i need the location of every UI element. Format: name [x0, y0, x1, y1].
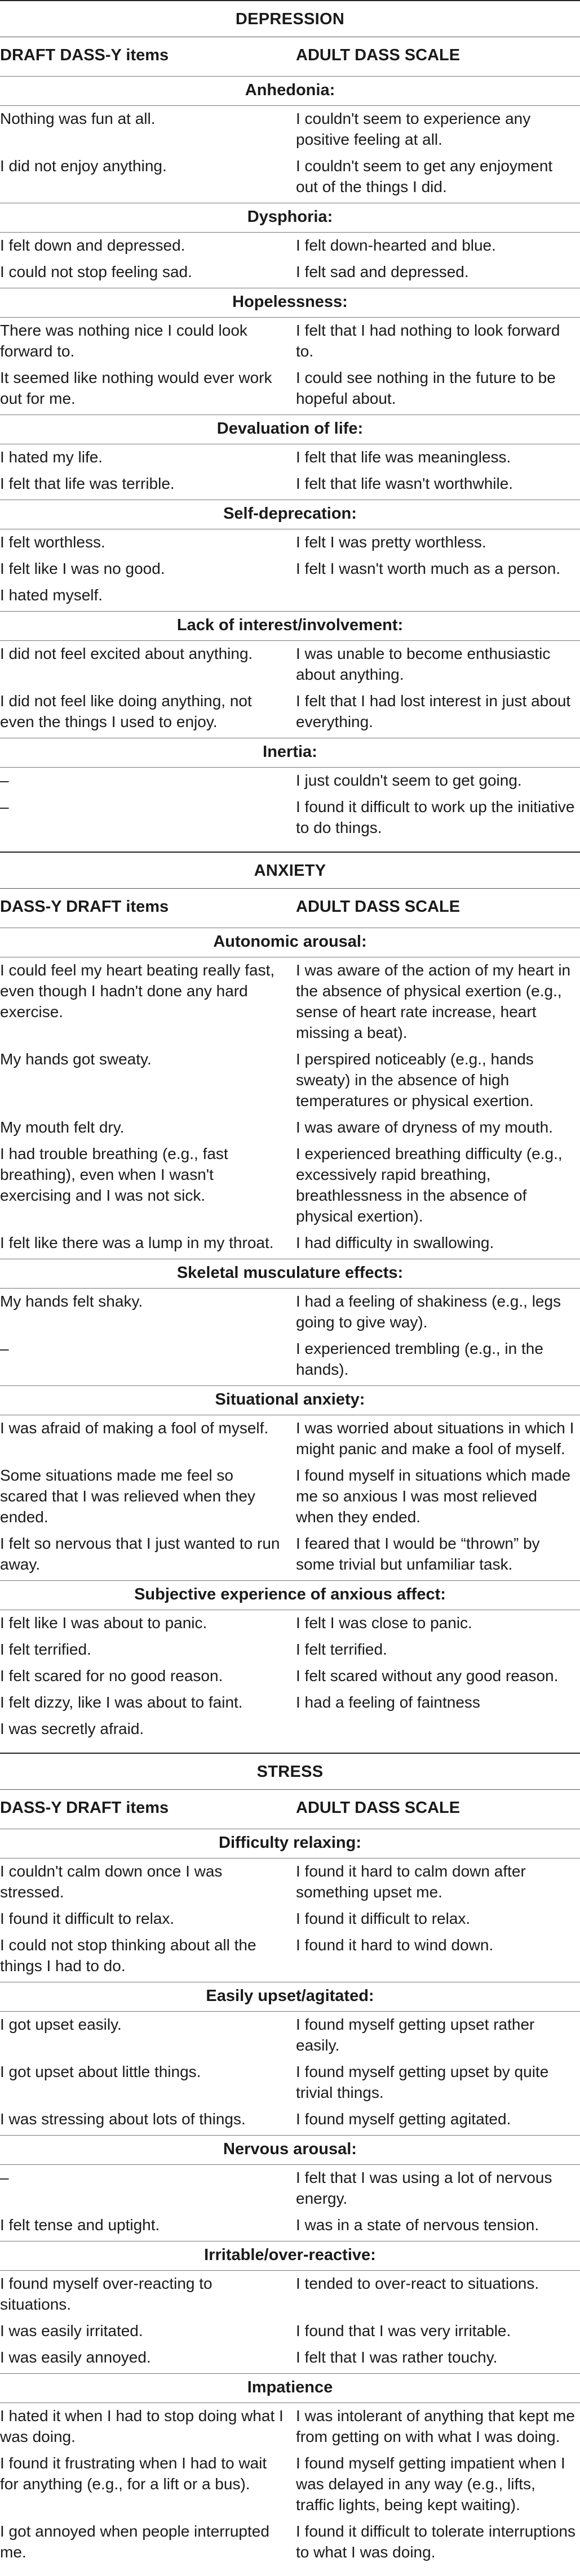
- category-heading: Anhedonia:: [245, 81, 335, 99]
- section-title: STRESS: [256, 1763, 324, 1781]
- draft-item: I did not feel like doing anything, not even the things I used to enjoy.: [0, 692, 252, 730]
- category-heading: Difficulty relaxing:: [219, 1834, 361, 1852]
- adult-item: I had a feeling of shakiness (e.g., legs going to give way).: [296, 1293, 561, 1331]
- draft-item: I was afraid of making a fool of myself.: [0, 1419, 269, 1437]
- draft-item: I felt dizzy, like I was about to faint.: [0, 1693, 243, 1711]
- draft-item: I did not enjoy anything.: [0, 157, 167, 175]
- item-row: [0, 2271, 580, 2318]
- draft-item: It seemed like nothing would ever work out for me.: [0, 369, 272, 407]
- category-heading: Nervous arousal:: [223, 2140, 357, 2158]
- draft-item: I hated myself.: [0, 586, 103, 604]
- item-row: [0, 688, 580, 736]
- adult-item: I was unable to become enthusiastic about anything.: [296, 645, 551, 683]
- item-row: [0, 641, 580, 688]
- draft-item: I felt down and depressed.: [0, 237, 185, 254]
- item-row: [0, 2059, 580, 2106]
- adult-item: I found it difficult to tolerate interruptions to what I was doing.: [296, 2522, 575, 2561]
- item-row: [0, 1046, 580, 1115]
- adult-item: I felt that life wasn't worthwhile.: [296, 475, 513, 492]
- draft-item: I felt like there was a lump in my throat.: [0, 1234, 274, 1251]
- adult-item: I felt scared without any good reason.: [296, 1667, 559, 1684]
- draft-item: I hated my life.: [0, 448, 103, 466]
- draft-item: –: [0, 772, 9, 789]
- item-row: [0, 582, 580, 609]
- adult-item: I was aware of dryness of my mouth.: [296, 1118, 553, 1136]
- adult-item: I felt that I was rather touchy.: [296, 2348, 498, 2366]
- draft-item: I found it difficult to relax.: [0, 1910, 175, 1927]
- item-row: [0, 233, 580, 259]
- adult-item: I felt sad and depressed.: [296, 263, 469, 280]
- adult-item: I felt down-hearted and blue.: [296, 237, 496, 254]
- item-row: [0, 1716, 580, 1742]
- section-title: ANXIETY: [254, 862, 326, 880]
- category-heading: Autonomic arousal:: [213, 933, 367, 951]
- column-header-row: [0, 889, 580, 925]
- item-row: [0, 2165, 580, 2212]
- category-heading: Hopelessness:: [232, 293, 348, 311]
- draft-item: Some situations made me feel so scared that I was relieved when they ended.: [0, 1467, 255, 1526]
- adult-item: I found myself getting upset rather easily.: [296, 2016, 535, 2054]
- section-title: DEPRESSION: [235, 10, 345, 28]
- right-column-header: ADULT DASS SCALE: [296, 46, 461, 64]
- adult-item: I couldn't seem to get any enjoyment out of the things I did.: [296, 157, 553, 195]
- adult-item: I felt that life was meaningless.: [296, 448, 511, 466]
- adult-item: I was worried about situations in which I might panic and make a fool of myself.: [296, 1419, 574, 1458]
- draft-item: I found myself over-reacting to situations.: [0, 2275, 212, 2313]
- adult-item: I felt that I had lost interest in just about everything.: [296, 692, 571, 730]
- draft-item: I was stressing about lots of things.: [0, 2110, 246, 2128]
- item-row: [0, 1230, 580, 1256]
- draft-item: I found it frustrating when I had to wait for anything (e.g., for a lift or a bus).: [0, 2454, 267, 2493]
- draft-item: I felt like I was no good.: [0, 560, 165, 577]
- draft-item: I felt so nervous that I just wanted to run away.: [0, 1535, 280, 1573]
- item-row: [0, 2106, 580, 2133]
- draft-item: My hands got sweaty.: [0, 1050, 152, 1068]
- category-heading: Situational anxiety:: [215, 1390, 365, 1409]
- adult-item: I felt that I had nothing to look forward to.: [296, 322, 560, 360]
- adult-item: [296, 585, 580, 605]
- draft-item: I got upset easily.: [0, 2016, 122, 2033]
- adult-item: I tended to over-react to situations.: [296, 2275, 539, 2292]
- draft-item: I could not stop feeling sad.: [0, 263, 192, 280]
- draft-item: –: [0, 1340, 9, 1357]
- adult-item: I found myself getting impatient when I was delayed in any way (e.g., lifts, traffic lights, being kept waiting).: [296, 2454, 565, 2513]
- category-heading: Dysphoria:: [247, 208, 333, 226]
- adult-item: I was aware of the action of my heart in the absence of physical exertion (e.g., sense of heart rate increase, heart missing a beat).: [296, 961, 571, 1041]
- item-row: [0, 1932, 580, 1980]
- item-row: [0, 365, 580, 412]
- item-row: [0, 2519, 580, 2566]
- draft-item: My hands felt shaky.: [0, 1293, 143, 1310]
- category-heading: Devaluation of life:: [216, 420, 364, 438]
- adult-item: I found myself in situations which made me so anxious I was most relieved when they ended.: [296, 1467, 571, 1526]
- adult-item: I feared that I would be “thrown” by some trivial but unfamiliar task.: [296, 1535, 540, 1573]
- draft-item: –: [0, 2169, 9, 2186]
- item-row: [0, 529, 580, 556]
- draft-item: –: [0, 798, 9, 815]
- category-heading: Inertia:: [263, 743, 317, 761]
- item-row: [0, 957, 580, 1046]
- draft-item: Nothing was fun at all.: [0, 110, 156, 127]
- draft-item: I was easily irritated.: [0, 2322, 143, 2339]
- item-row: [0, 106, 580, 153]
- adult-item: I found it hard to wind down.: [296, 1936, 494, 1954]
- item-row: [0, 1463, 580, 1531]
- draft-item: I was easily annoyed.: [0, 2348, 151, 2366]
- draft-item: I felt tense and uptight.: [0, 2216, 160, 2234]
- item-row: [0, 1906, 580, 1932]
- right-column-header: ADULT DASS SCALE: [296, 1799, 461, 1817]
- draft-item: I got upset about little things.: [0, 2063, 201, 2080]
- adult-item: [296, 1718, 580, 1739]
- item-row: [0, 1663, 580, 1690]
- draft-item: I got annoyed when people interrupted me.: [0, 2522, 269, 2561]
- category-heading: Irritable/over-reactive:: [204, 2246, 376, 2264]
- item-row: [0, 2012, 580, 2059]
- adult-item: I felt I wasn't worth much as a person.: [296, 560, 561, 577]
- item-row: [0, 2212, 580, 2239]
- draft-item: I felt terrified.: [0, 1641, 91, 1658]
- adult-item: I experienced breathing difficulty (e.g., excessively rapid breathing, breathlessness in the absence of physical exertion).: [296, 1145, 563, 1225]
- item-row: [0, 1289, 580, 1336]
- adult-item: I couldn't seem to experience any positive feeling at all.: [296, 110, 531, 148]
- item-row: [0, 318, 580, 365]
- draft-item: I hated it when I had to stop doing what I was doing.: [0, 2407, 284, 2445]
- category-heading: Lack of interest/involvement:: [176, 616, 404, 634]
- draft-item: I had trouble breathing (e.g., fast breathing), even when I wasn't exercising and I was not sick.: [0, 1145, 228, 1204]
- item-row: [0, 1610, 580, 1637]
- item-row: [0, 2403, 580, 2450]
- adult-item: I felt I was pretty worthless.: [296, 533, 486, 551]
- left-column-header: DASS-Y DRAFT items: [0, 898, 169, 916]
- column-header-row: [0, 37, 580, 74]
- adult-item: I found it difficult to work up the initiative to do things.: [296, 798, 575, 836]
- adult-item: I found that I was very irritable.: [296, 2322, 511, 2339]
- adult-item: I found it difficult to relax.: [296, 1910, 471, 1927]
- draft-item: I felt worthless.: [0, 533, 105, 551]
- item-row: [0, 556, 580, 582]
- category-heading: Impatience: [247, 2378, 333, 2396]
- item-row: [0, 153, 580, 200]
- category-heading: Easily upset/agitated:: [206, 1987, 374, 2005]
- draft-item: I did not feel excited about anything.: [0, 645, 253, 662]
- category-heading: Subjective experience of anxious affect:: [134, 1585, 446, 1603]
- draft-item: I felt that life was terrible.: [0, 475, 175, 492]
- section-depression: [0, 0, 580, 841]
- item-row: [0, 1531, 580, 1578]
- draft-item: I felt like I was about to panic.: [0, 1614, 207, 1632]
- item-row: [0, 2318, 580, 2345]
- adult-item: I felt that I was using a lot of nervous energy.: [296, 2169, 552, 2207]
- item-row: [0, 1690, 580, 1716]
- draft-item: I felt scared for no good reason.: [0, 1667, 223, 1684]
- adult-item: I just couldn't seem to get going.: [296, 772, 522, 789]
- adult-item: I found myself getting agitated.: [296, 2110, 511, 2128]
- draft-item: I couldn't calm down once I was stressed.: [0, 1862, 223, 1901]
- adult-item: I experienced trembling (e.g., in the hands).: [296, 1340, 543, 1378]
- left-column-header: DRAFT DASS-Y items: [0, 46, 169, 64]
- adult-item: I perspired noticeably (e.g., hands sweaty) in the absence of high temperatures or physical exertion.: [296, 1050, 534, 1109]
- category-heading: Skeletal musculature effects:: [176, 1264, 404, 1282]
- item-row: [0, 1115, 580, 1141]
- item-row: [0, 1859, 580, 1906]
- item-row: [0, 794, 580, 841]
- draft-item: I could not stop thinking about all the things I had to do.: [0, 1936, 256, 1975]
- adult-item: I was intolerant of anything that kept me from getting on with what I was doing.: [296, 2407, 575, 2445]
- adult-item: I felt terrified.: [296, 1641, 387, 1658]
- adult-item: I was in a state of nervous tension.: [296, 2216, 539, 2234]
- item-row: [0, 1141, 580, 1230]
- right-column-header: ADULT DASS SCALE: [296, 898, 461, 916]
- item-row: [0, 259, 580, 286]
- draft-item: I was secretly afraid.: [0, 1720, 144, 1737]
- draft-item: My mouth felt dry.: [0, 1118, 125, 1136]
- adult-item: I had difficulty in swallowing.: [296, 1234, 494, 1251]
- item-row: [0, 2450, 580, 2519]
- left-column-header: DASS-Y DRAFT items: [0, 1799, 169, 1817]
- draft-item: There was nothing nice I could look forward to.: [0, 322, 247, 360]
- adult-item: I found myself getting upset by quite trivial things.: [296, 2063, 549, 2101]
- item-row: [0, 444, 580, 471]
- column-header-row: [0, 1790, 580, 1826]
- draft-item: I could feel my heart beating really fast, even though I hadn't done any hard exercise.: [0, 961, 275, 1020]
- section-stress: [0, 1753, 580, 2566]
- item-row: [0, 768, 580, 794]
- item-row: [0, 1415, 580, 1463]
- adult-item: I found it hard to calm down after something upset me.: [296, 1862, 526, 1901]
- item-row: [0, 471, 580, 497]
- category-heading: Self-deprecation:: [223, 505, 357, 523]
- section-anxiety: [0, 852, 580, 1742]
- adult-item: I felt I was close to panic.: [296, 1614, 472, 1632]
- item-row: [0, 1637, 580, 1663]
- adult-item: I could see nothing in the future to be hopeful about.: [296, 369, 556, 407]
- adult-item: I had a feeling of faintness: [296, 1693, 480, 1711]
- item-row: [0, 2345, 580, 2371]
- item-row: [0, 1336, 580, 1383]
